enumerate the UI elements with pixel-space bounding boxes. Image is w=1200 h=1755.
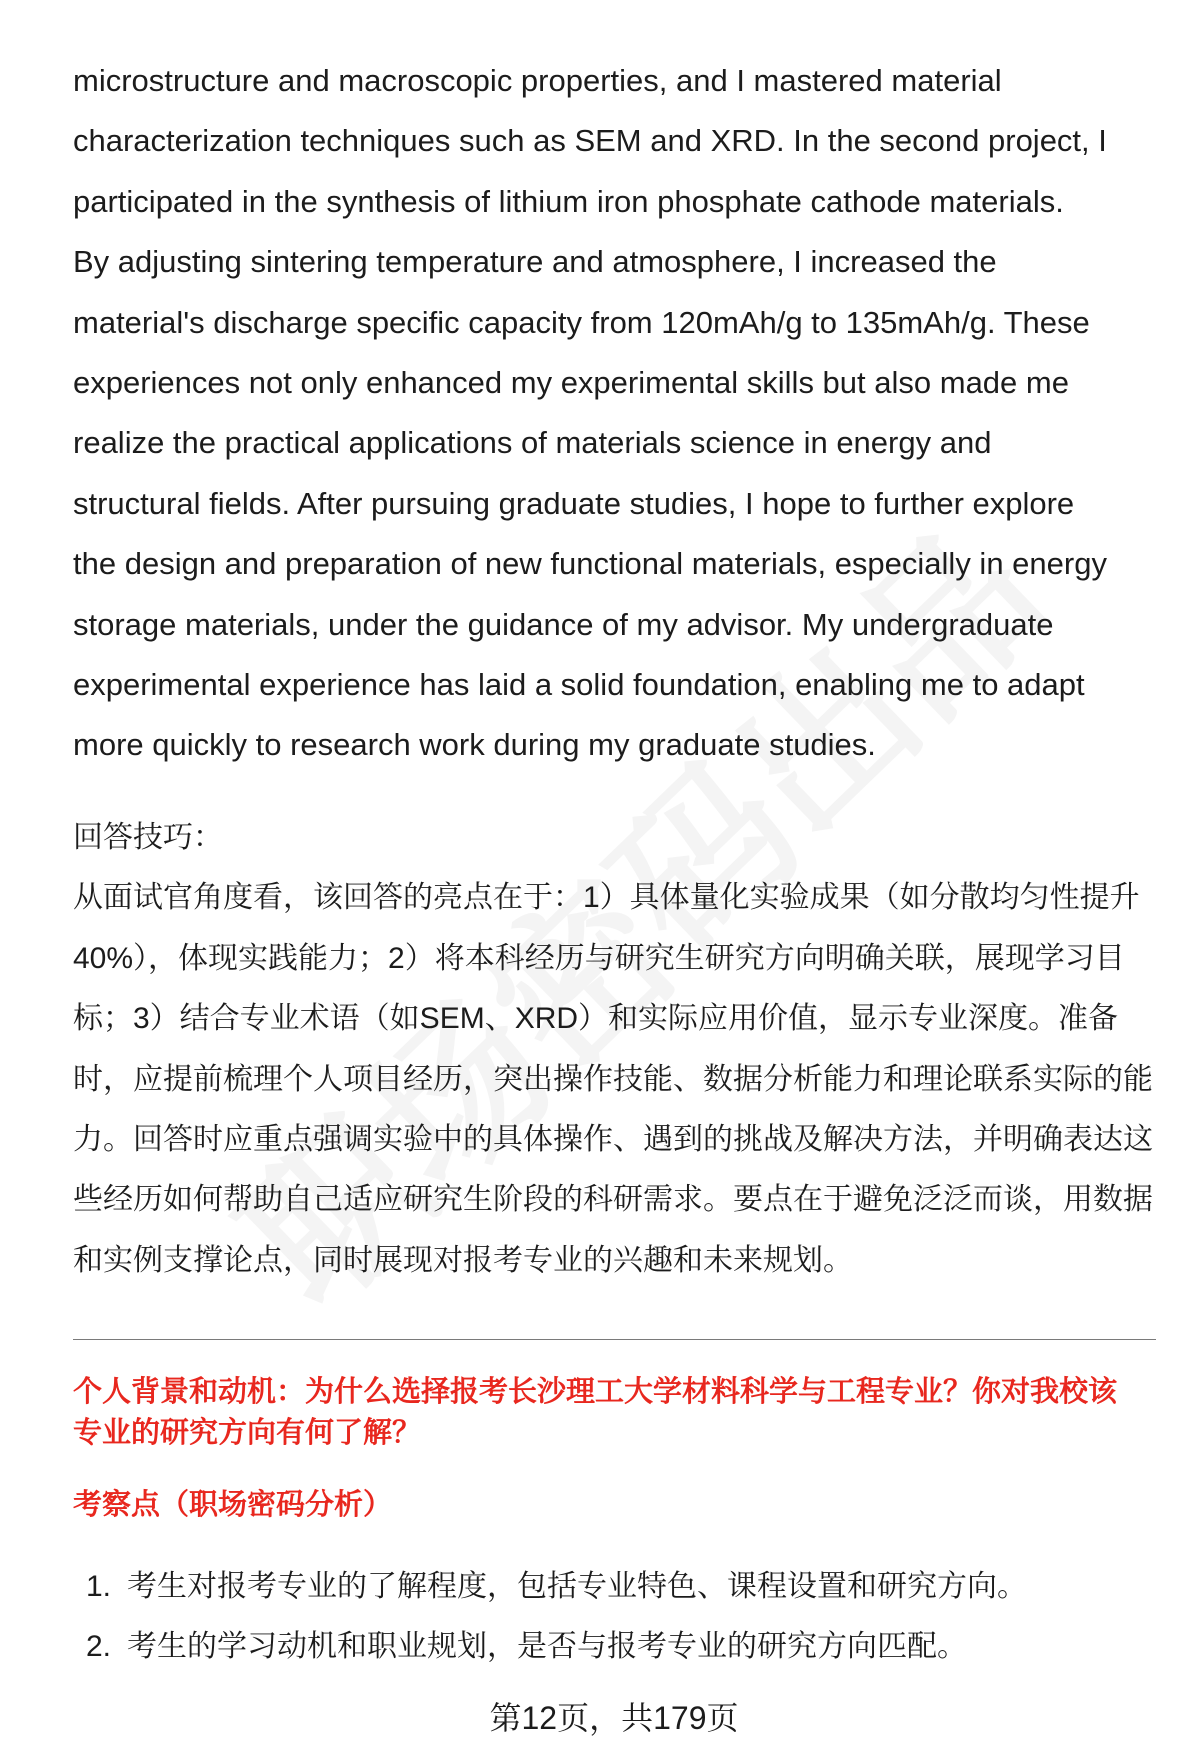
focus-list (0, 1557, 1200, 1678)
list-item (0, 1617, 1200, 1677)
answer-line: experimental experience has laid a solid foundation, enabling me to adapt (73, 666, 1085, 702)
answer-line: structural fields. After pursuing graduate studies, I hope to further explore (73, 485, 1075, 521)
tips-line: 从面试官角度看，该回答的亮点在于：1）具体量化实验成果（如分散均匀性提升 (73, 881, 1140, 915)
answer-line: By adjusting sintering temperature and atmosphere, I increased the (73, 244, 997, 280)
question-title-line: 个人背景和动机：为什么选择报考长沙理工大学材料科学与工程专业？你对我校该 (73, 1376, 1118, 1408)
tips-line: 标；3）结合专业术语（如SEM、XRD）和实际应用价值，显示专业深度。准备 (73, 1002, 1119, 1036)
tips-line: 时，应提前梳理个人项目经历，突出操作技能、数据分析能力和理论联系实际的能 (73, 1062, 1153, 1096)
answer-line: participated in the synthesis of lithium iron phosphate cathode materials. (73, 183, 1064, 219)
section-divider (73, 1339, 1156, 1340)
answer-line: characterization techniques such as SEM and XRD. In the second project, I (73, 123, 1107, 159)
answer-line: the design and preparation of new functional materials, especially in energy (73, 546, 1107, 582)
answer-line: realize the practical applications of materials science in energy and (73, 425, 992, 461)
tips-line: 力。回答时应重点强调实验中的具体操作、遇到的挑战及解决方法，并明确表达这 (73, 1122, 1153, 1156)
page-indicator: 第12页，共179页 (489, 1700, 739, 1736)
question-title-line: 专业的研究方向有何了解？ (73, 1417, 422, 1449)
answer-line: storage materials, under the guidance of my advisor. My undergraduate (73, 606, 1054, 642)
tips-line: 些经历如何帮助自己适应研究生阶段的科研需求。要点在于避免泛泛而谈，用数据 (73, 1183, 1153, 1217)
answer-line: microstructure and macroscopic properties, and I mastered material (73, 63, 1002, 98)
answer-tips-section (73, 808, 1153, 1291)
tips-label: 回答技巧： (73, 821, 223, 854)
list-item-text: 考生对报考专业的了解程度，包括专业特色、课程设置和研究方向。 (127, 1570, 1027, 1603)
focus-heading: 考察点（职场密码分析） (73, 1489, 393, 1521)
tips-line: 40%），体现实践能力；2）将本科经历与研究生研究方向明确关联，展现学习目 (73, 941, 1125, 975)
answer-line: experiences not only enhanced my experimental skills but also made me (73, 364, 1069, 400)
sample-answer-paragraph (73, 51, 1107, 776)
list-item-number: 2. (86, 1630, 112, 1664)
list-item-number: 1. (86, 1570, 112, 1603)
tips-line: 和实例支撑论点，同时展现对报考专业的兴趣和未来规划。 (73, 1243, 853, 1277)
answer-line: material's discharge specific capacity from 120mAh/g to 135mAh/g. These (73, 304, 1090, 340)
question-title (73, 1372, 1117, 1454)
list-item (0, 1557, 1200, 1617)
list-item-text: 考生的学习动机和职业规划，是否与报考专业的研究方向匹配。 (127, 1630, 967, 1664)
answer-line: more quickly to research work during my graduate studies. (73, 727, 876, 763)
